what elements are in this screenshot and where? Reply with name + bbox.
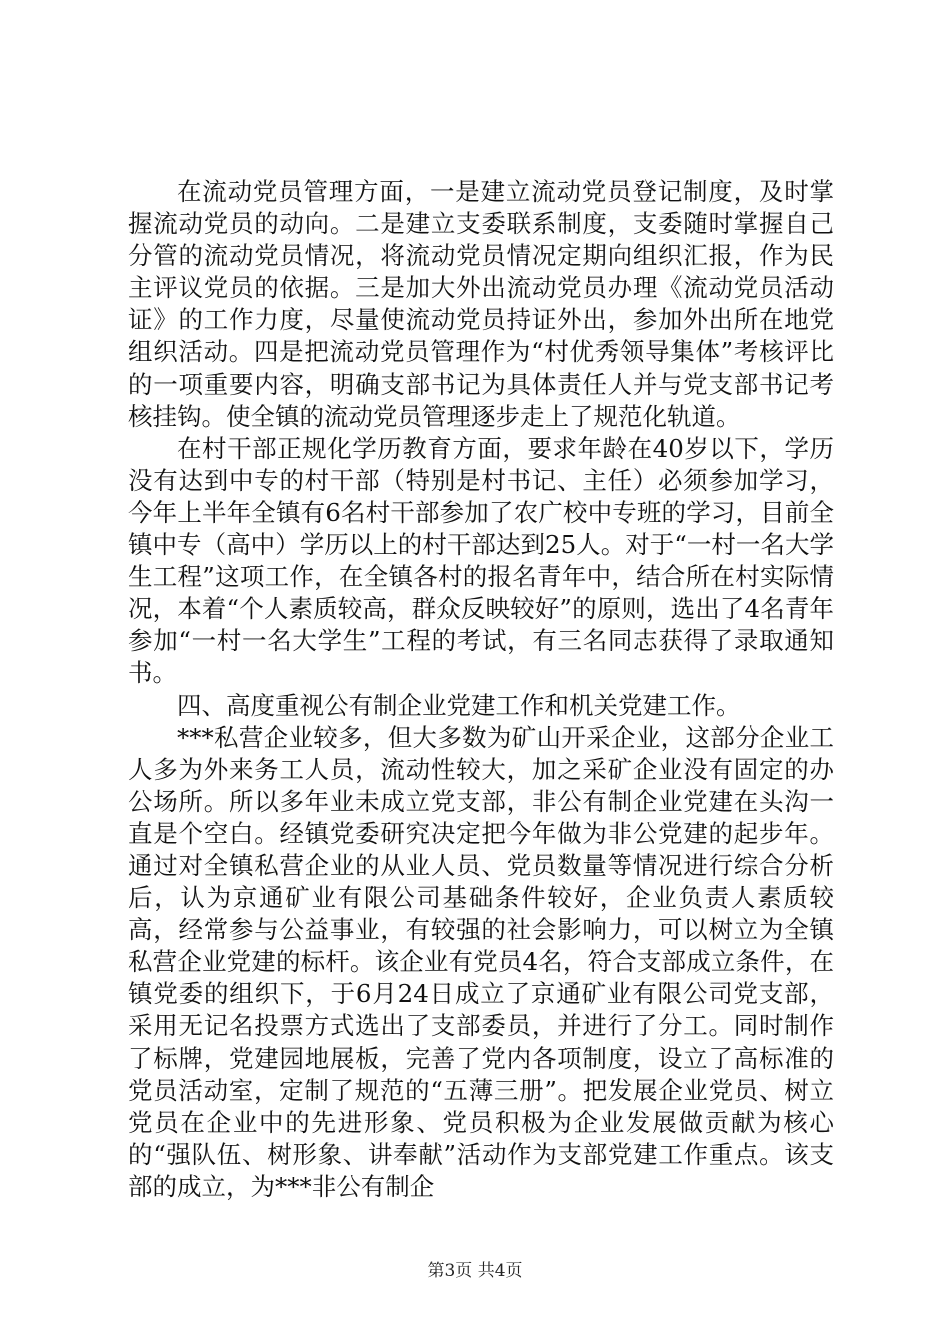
page-number-footer: 第3页 共4页 xyxy=(427,1261,523,1281)
paragraph-private-enterprise: ***私营企业较多，但大多数为矿山开采企业，这部分企业工人多为外来务工人员，流动性较大，加之采矿企业没有固定的办公场所。所以多年业未成立党支部，非公有制企业党建在头沟一直是个空白。经镇党委研究决定把今年做为非公党建的起步年。通过对全镇私营企业的从业人员、党员数量等情况进行综合分析后，认为京通矿业有限公司基础条件较好，企业负责人素质较高，经常参与公益事业，有较强的社会影响力，可以树立为全镇私营企业党建的标杆。该企业有党员4名，符合支部成立条件，在镇党委的组织下，于6月24日成立了京通矿业有限公司党支部，采用无记名投票方式选出了支部委员，并进行了分工。同时制作了标牌，党建园地展板，完善了党内各项制度，设立了高标准的党员活动室，定制了规范的“五薄三册”。把发展企业党员、树立党员在企业中的先进形象、党员积极为企业发展做贡献为核心的“强队伍、树形象、讲奉献”活动作为支部党建工作重点。该支部的成立，为***非公有制企 xyxy=(128,722,834,1201)
paragraph-village-cadre-education: 在村干部正规化学历教育方面，要求年龄在40岁以下，学历没有达到中专的村干部（特别是村书记、主任）必须参加学习，今年上半年全镇有6名村干部参加了农广校中专班的学习，目前全镇中专（高中）学历以上的村干部达到25人。对于“一村一名大学生工程”这项工作，在全镇各村的报名青年中，结合所在村实际情况，本着“个人素质较高，群众反映较好”的原则，选出了4名青年参加“一村一名大学生”工程的考试，有三名同志获得了录取通知书。 xyxy=(128,433,834,688)
section-heading-four: 四、高度重视公有制企业党建工作和机关党建工作。 xyxy=(177,690,741,720)
paragraph-floating-members: 在流动党员管理方面，一是建立流动党员登记制度，及时掌握流动党员的动向。二是建立支委联系制度，支委随时掌握自己分管的流动党员情况，将流动党员情况定期向组织汇报，作为民主评议党员的依据。三是加大外出流动党员办理《流动党员活动证》的工作力度，尽量使流动党员持证外出，参加外出所在地党组织活动。四是把流动党员管理作为“村优秀领导集体”考核评比的一项重要内容，明确支部书记为具体责任人并与党支部书记考核挂钩。使全镇的流动党员管理逐步走上了规范化轨道。 xyxy=(128,177,834,431)
document-body xyxy=(128,176,834,1203)
